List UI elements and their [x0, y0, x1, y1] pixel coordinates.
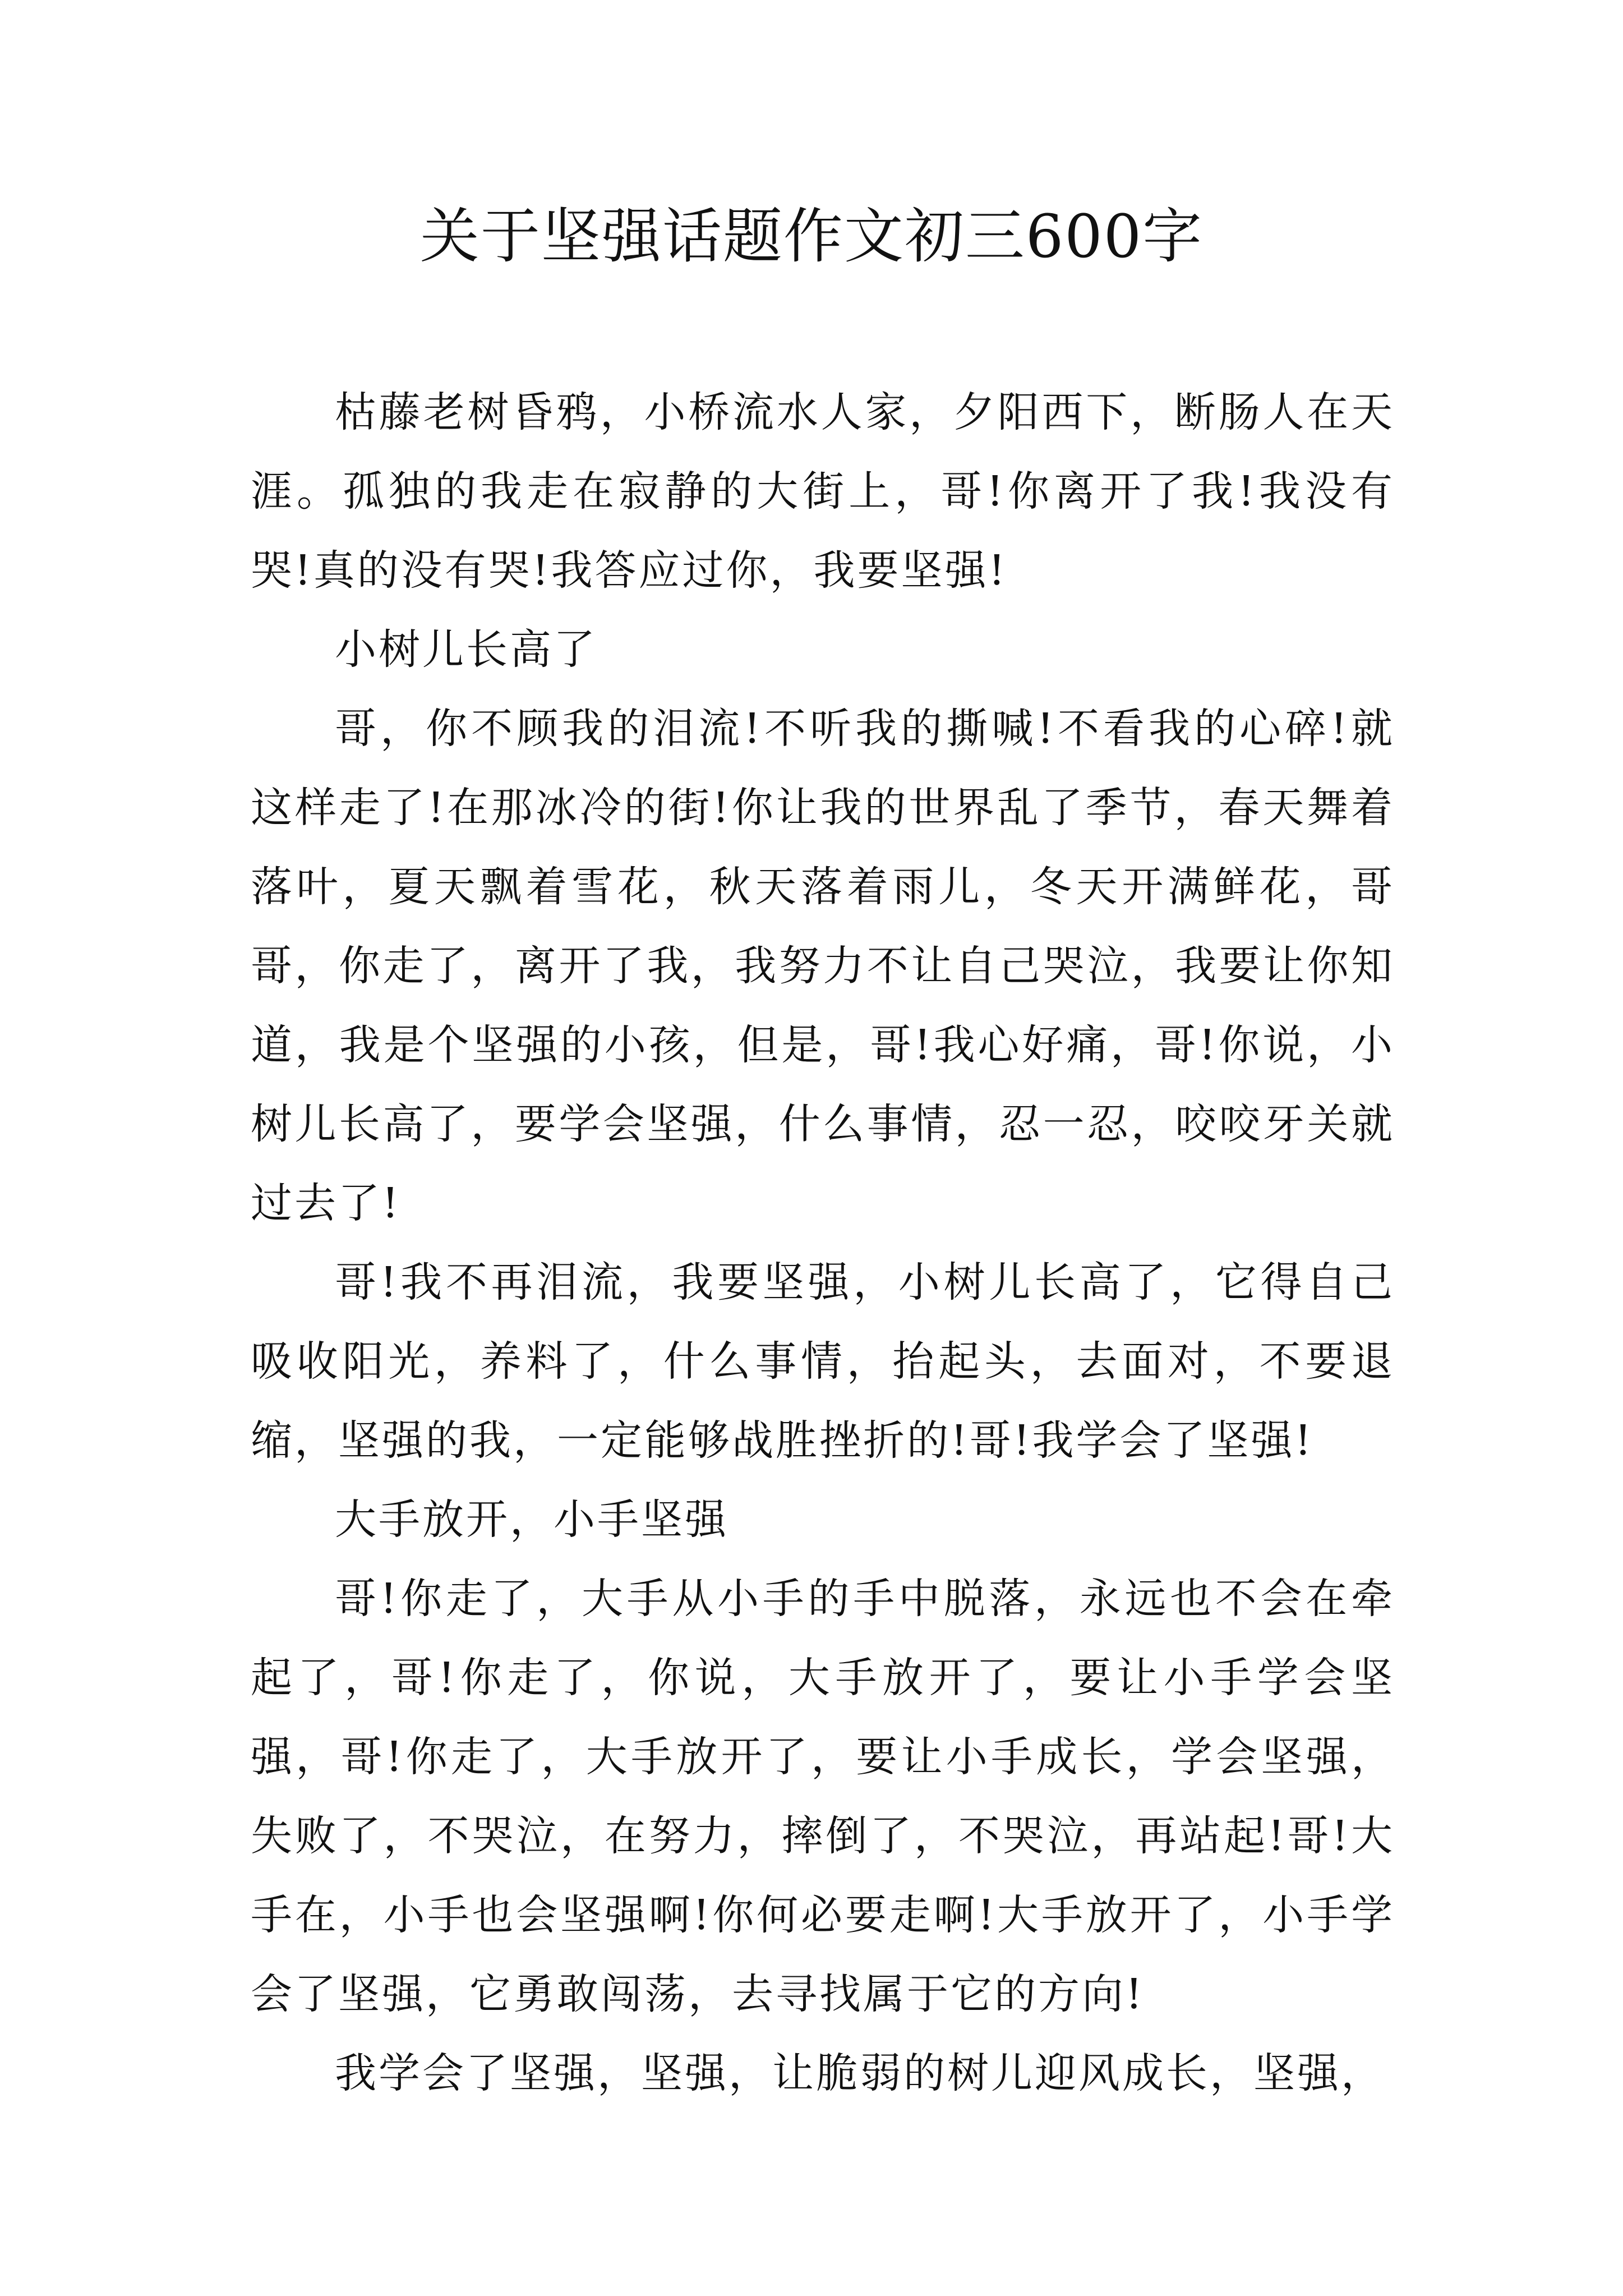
document-body: [251, 373, 1395, 2113]
document-title: 关于坚强话题作文初三600字: [419, 202, 1204, 271]
paragraph: 我学会了坚强，坚强，让脆弱的树儿迎风成长，坚强，: [335, 2049, 1385, 2097]
paragraph: 哥，你不顾我的泪流!不听我的撕喊!不看我的心碎!就这样走了!在那冰冷的街!你让我的世界乱了季节，春天舞着落叶，夏天飘着雪花，秋天落着雨儿，冬天开满鲜花，哥哥，你走了，离开了我，我努力不让自己哭泣，我要让你知道，我是个坚强的小孩，但是，哥!我心好痛，哥!你说，小树儿长高了，要学会坚强，什么事情，忍一忍，咬咬牙关就过去了!: [251, 705, 1395, 1227]
section-heading: 大手放开，小手坚强: [335, 1496, 728, 1544]
paragraph: 枯藤老树昏鸦，小桥流水人家，夕阳西下，断肠人在天涯。孤独的我走在寂静的大街上，哥!你离开了我!我没有哭!真的没有哭!我答应过你，我要坚强!: [251, 388, 1395, 595]
paragraph: 哥!你走了，大手从小手的手中脱落，永远也不会在牵起了，哥!你走了，你说，大手放开了，要让小手学会坚强，哥!你走了，大手放开了，要让小手成长，学会坚强，失败了，不哭泣，在努力，摔倒了，不哭泣，再站起!哥!大手在，小手也会坚强啊!你何必要走啊!大手放开了，小手学会了坚强，它勇敢闯荡，去寻找属于它的方向!: [251, 1575, 1395, 2018]
paragraph: 哥!我不再泪流，我要坚强，小树儿长高了，它得自己吸收阳光，养料了，什么事情，抬起头，去面对，不要退缩，坚强的我，一定能够战胜挫折的!哥!我学会了坚强!: [251, 1258, 1395, 1465]
section-heading: 小树儿长高了: [335, 625, 597, 674]
